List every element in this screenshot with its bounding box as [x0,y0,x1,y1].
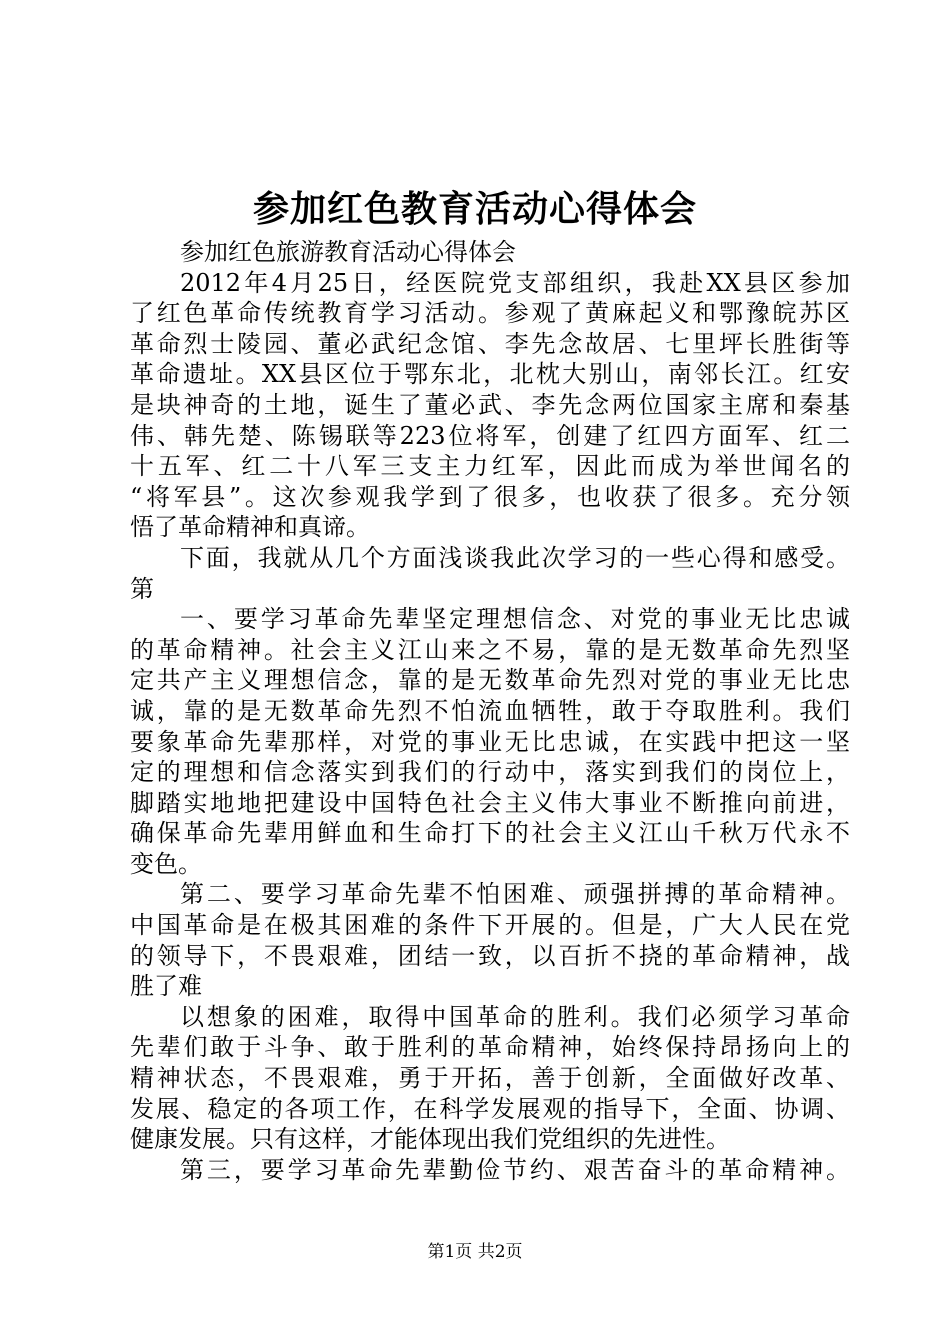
body-line: 2012年4月25日，经医院党支部组织，我赴XX县区参加 [180,268,850,297]
page-footer: 第1页 共2页 [427,1242,523,1262]
body-line: 脚踏实地地把建设中国特色社会主义伟大事业不断推向前进， [130,788,850,817]
body-line: 的革命精神。社会主义江山来之不易，靠的是无数革命先烈坚 [130,635,850,664]
body-line: 的领导下，不畏艰难，团结一致，以百折不挠的革命精神，战 [130,941,850,970]
body-line: “将军县”。这次参观我学到了很多，也收获了很多。充分领 [130,482,850,511]
body-line-subtitle: 参加红色旅游教育活动心得体会 [180,238,516,266]
document-body [130,237,850,1185]
body-line: 先辈们敢于斗争、敢于胜利的革命精神，始终保持昂扬向上的 [130,1033,850,1062]
body-line: 定的理想和信念落实到我们的行动中，落实到我们的岗位上， [130,758,850,787]
body-line: 了红色革命传统教育学习活动。参观了黄麻起义和鄂豫皖苏区 [130,299,850,328]
body-line: 定共产主义理想信念，靠的是无数革命先烈对党的事业无比忠 [130,666,850,695]
body-line: 变色。 [130,849,202,878]
body-line: 要象革命先辈那样，对党的事业无比忠诚，在实践中把这一坚 [130,727,850,756]
body-line: 第二、要学习革命先辈不怕困难、顽强拼搏的革命精神。 [180,880,850,909]
body-line: 伟、韩先楚、陈锡联等223位将军，创建了红四方面军、红二 [130,421,850,450]
body-line: 革命遗址。XX县区位于鄂东北，北枕大别山，南邻长江。红安 [130,360,850,389]
body-line: 以想象的困难，取得中国革命的胜利。我们必须学习革命 [180,1002,850,1031]
body-line: 精神状态，不畏艰难，勇于开拓，善于创新，全面做好改革、 [130,1064,850,1093]
body-line: 十五军、红二十八军三支主力红军，因此而成为举世闻名的 [130,452,850,481]
body-line: 一、要学习革命先辈坚定理想信念、对党的事业无比忠诚 [180,605,850,634]
body-line: 下面，我就从几个方面浅谈我此次学习的一些心得和感受。 [180,543,850,572]
body-line: 发展、稳定的各项工作，在科学发展观的指导下，全面、协调、 [130,1094,850,1123]
body-line: 第三，要学习革命先辈勤俭节约、艰苦奋斗的革命精神。 [180,1155,850,1184]
body-line: 健康发展。只有这样，才能体现出我们党组织的先进性。 [130,1125,730,1154]
body-line: 悟了革命精神和真谛。 [130,513,370,542]
body-line: 革命烈士陵园、董必武纪念馆、李先念故居、七里坪长胜街等 [130,329,850,358]
body-line: 胜了难 [130,972,202,1001]
body-line: 中国革命是在极其困难的条件下开展的。但是，广大人民在党 [130,911,850,940]
document-title: 参加红色教育活动心得体会 [252,188,697,230]
body-line: 确保革命先辈用鲜血和生命打下的社会主义江山千秋万代永不 [130,819,850,848]
body-line: 是块神奇的土地，诞生了董必武、李先念两位国家主席和秦基 [130,390,850,419]
body-line: 第 [130,574,154,603]
body-line: 诚，靠的是无数革命先烈不怕流血牺牲，敢于夺取胜利。我们 [130,696,850,725]
